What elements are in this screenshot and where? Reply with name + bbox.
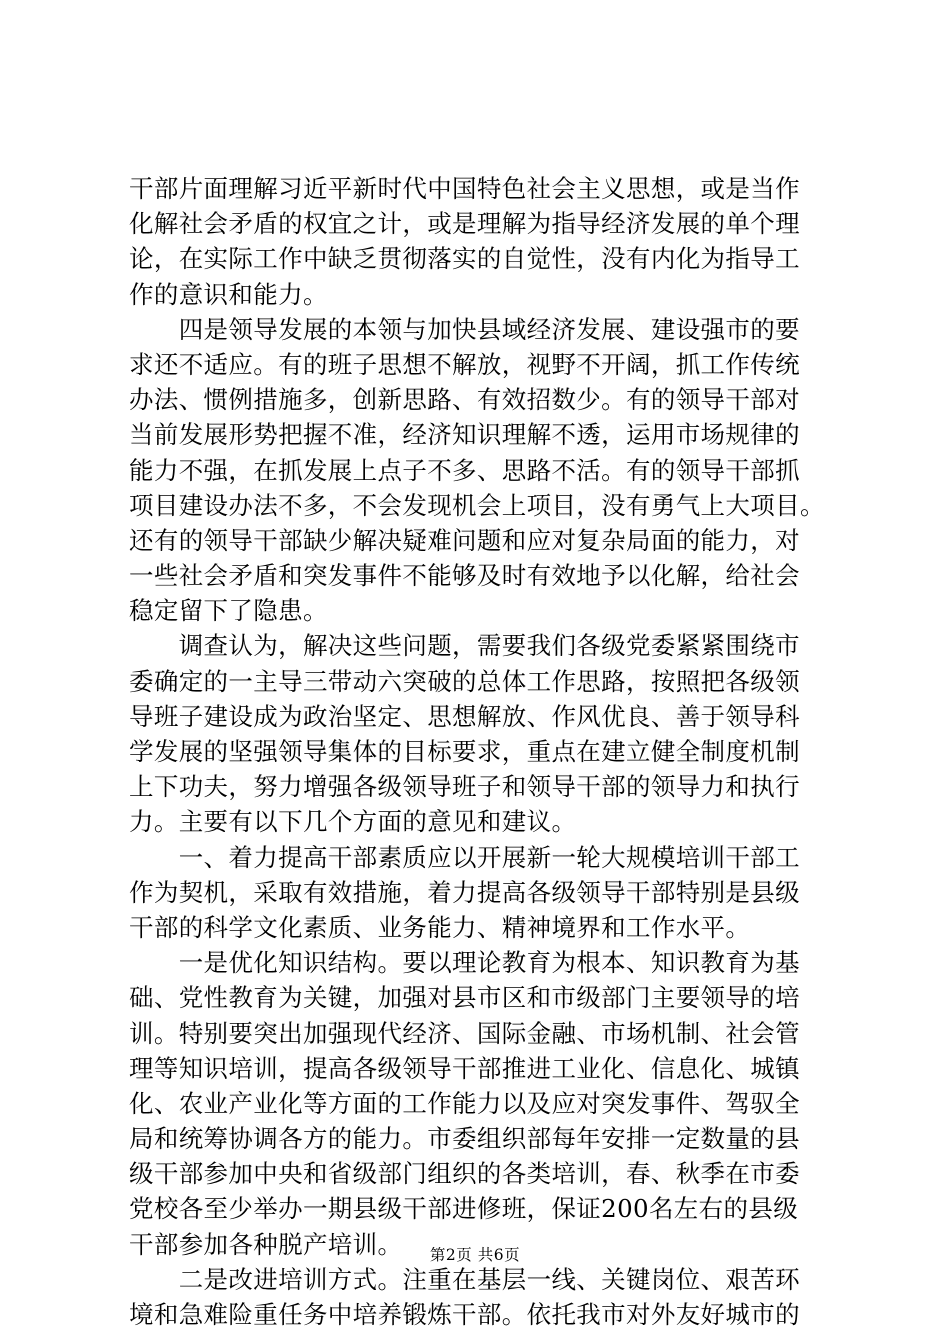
text-line: 稳定留下了隐患。	[129, 596, 328, 626]
text-line: 项目建设办法不多，不会发现机会上项目，没有勇气上大项目。	[129, 490, 825, 520]
body-text	[129, 171, 829, 1332]
text-line: 一、着力提高干部素质应以开展新一轮大规模培训干部工	[129, 842, 800, 872]
text-line: 境和急难险重任务中培养锻炼干部。依托我市对外友好城市的	[129, 1300, 800, 1329]
text-line: 干部片面理解习近平新时代中国特色社会主义思想，或是当作	[129, 174, 800, 203]
text-line: 导班子建设成为政治坚定、思想解放、作风优良、善于领导科	[129, 701, 800, 731]
text-line: 党校各至少举办一期县级干部进修班，保证200名左右的县级	[129, 1194, 799, 1224]
text-line: 干部参加各种脱产培训。	[129, 1229, 403, 1259]
text-line: 论，在实际工作中缺乏贯彻落实的自觉性，没有内化为指导工	[129, 244, 800, 274]
text-line: 一些社会矛盾和突发事件不能够及时有效地予以化解，给社会	[129, 561, 800, 591]
text-line: 化解社会矛盾的权宜之计，或是理解为指导经济发展的单个理	[129, 209, 800, 239]
text-line: 化、农业产业化等方面的工作能力以及应对突发事件、驾驭全	[129, 1088, 800, 1118]
text-line: 求还不适应。有的班子思想不解放，视野不开阔，抓工作传统	[129, 349, 800, 379]
text-line: 一是优化知识结构。要以理论教育为根本、知识教育为基	[129, 948, 800, 978]
text-line: 作的意识和能力。	[129, 279, 328, 309]
text-line: 办法、惯例措施多，创新思路、有效招数少。有的领导干部对	[129, 385, 800, 415]
text-line: 还有的领导干部缺少解决疑难问题和应对复杂局面的能力，对	[129, 525, 800, 555]
text-line: 二是改进培训方式。注重在基层一线、关键岗位、艰苦环	[129, 1264, 800, 1294]
text-line: 学发展的坚强领导集体的目标要求，重点在建立健全制度机制	[129, 737, 800, 766]
text-line: 干部的科学文化素质、业务能力、精神境界和工作水平。	[129, 912, 751, 942]
text-line: 上下功夫，努力增强各级领导班子和领导干部的领导力和执行	[129, 772, 800, 802]
text-line: 力。主要有以下几个方面的意见和建议。	[129, 807, 577, 837]
text-line: 理等知识培训，提高各级领导干部推进工业化、信息化、城镇	[129, 1053, 800, 1083]
text-line: 局和统筹协调各方的能力。市委组织部每年安排一定数量的县	[129, 1124, 800, 1154]
text-line: 础、党性教育为关键，加强对县市区和市级部门主要领导的培	[129, 983, 800, 1013]
page-footer: 第2页 共6页	[429, 1246, 521, 1264]
text-line: 调查认为，解决这些问题，需要我们各级党委紧紧围绕市	[129, 631, 800, 661]
text-line: 训。特别要突出加强现代经济、国际金融、市场机制、社会管	[129, 1018, 800, 1048]
text-line: 当前发展形势把握不准，经济知识理解不透，运用市场规律的	[129, 420, 800, 450]
text-line: 四是领导发展的本领与加快县域经济发展、建设强市的要	[129, 314, 800, 344]
text-line: 级干部参加中央和省级部门组织的各类培训，春、秋季在市委	[129, 1159, 800, 1189]
text-line: 委确定的一主导三带动六突破的总体工作思路，按照把各级领	[129, 666, 800, 696]
text-line: 作为契机，采取有效措施，着力提高各级领导干部特别是县级	[129, 877, 800, 907]
text-line: 能力不强，在抓发展上点子不多、思路不活。有的领导干部抓	[129, 455, 800, 485]
